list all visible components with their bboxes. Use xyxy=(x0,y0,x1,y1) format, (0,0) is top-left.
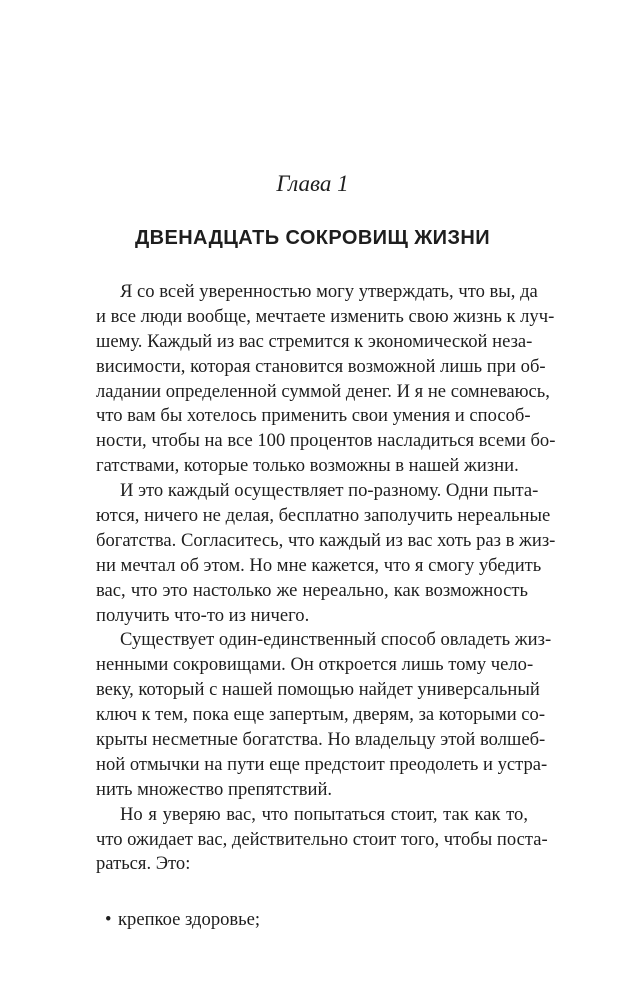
text-line: ной отмычки на пути еще предстоит преодолеть и устра- xyxy=(96,753,548,775)
text-line: гатствами, которые только возможны в нашей жизни. xyxy=(96,455,519,477)
bullet-icon: • xyxy=(105,909,112,930)
text-line: шему. Каждый из вас стремится к экономической неза- xyxy=(96,330,533,352)
text-line: ключ к тем, пока еще запертым, дверям, за которыми со- xyxy=(96,704,546,726)
text-line: ности, чтобы на все 100 процентов насладиться всеми бо- xyxy=(96,430,556,452)
chapter-title: ДВЕНАДЦАТЬ СОКРОВИЩ ЖИЗНИ xyxy=(134,227,490,249)
text-line: нить множество препятствий. xyxy=(96,778,333,800)
text-line: Существует один-единственный способ овладеть жиз- xyxy=(120,629,552,651)
text-line: и все люди вообще, мечтаете изменить свою жизнь к луч- xyxy=(96,305,555,327)
text-line: ни мечтал об этом. Но мне кажется, что я смогу убедить xyxy=(96,554,542,576)
text-line: что вам бы хотелось применить свои умения и способ- xyxy=(96,405,531,427)
text-line: что ожидает вас, действительно стоит того, чтобы поста- xyxy=(96,828,548,850)
chapter-label: Глава 1 xyxy=(276,171,349,196)
text-line: раться. Это: xyxy=(96,853,191,875)
text-line: крыты несметные богатства. Но владельцу этой волшеб- xyxy=(96,729,546,751)
paragraph xyxy=(96,280,556,479)
text-line: Я со всей уверенностью могу утверждать, что вы, да xyxy=(120,281,538,302)
text-line: богатства. Согласитесь, что каждый из вас хоть раз в жиз- xyxy=(96,529,556,551)
paragraph xyxy=(96,628,552,802)
text-line: вас, что это настолько же нереально, как возможность xyxy=(96,579,528,601)
text-line: ладании определенной суммой денег. И я не сомневаюсь, xyxy=(96,380,550,402)
text-line: И это каждый осуществляет по-разному. Одни пыта- xyxy=(120,480,539,502)
bullet-list xyxy=(96,908,528,933)
text-line: ненными сокровищами. Он откроется лишь тому чело- xyxy=(96,654,534,676)
body-text xyxy=(96,280,556,877)
text-line: получить что-то из ничего. xyxy=(96,604,310,626)
text-line: ются, ничего не делая, бесплатно заполучить нереальные xyxy=(96,505,551,527)
text-line: веку, который с нашей помощью найдет универсальный xyxy=(96,679,540,701)
text-line: висимости, которая становится возможной лишь при об- xyxy=(96,355,546,377)
paragraph xyxy=(96,803,548,878)
list-item xyxy=(96,908,528,933)
paragraph xyxy=(96,479,556,628)
list-item-text: крепкое здоровье; xyxy=(118,909,261,930)
text-line: Но я уверяю вас, что попытаться стоит, так как то, xyxy=(120,803,528,825)
